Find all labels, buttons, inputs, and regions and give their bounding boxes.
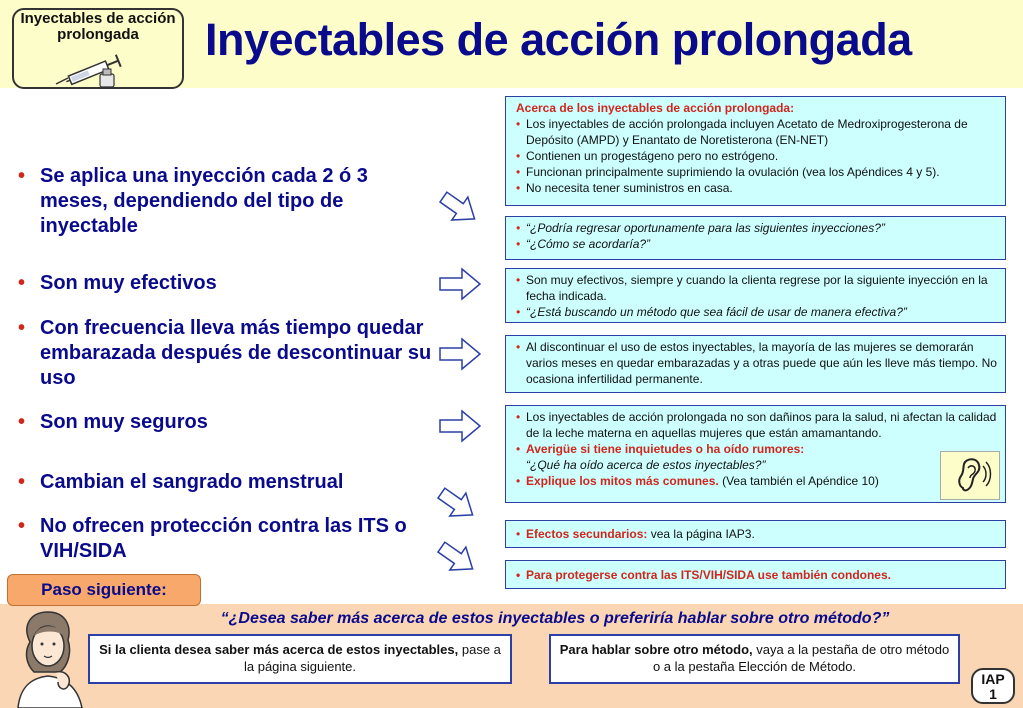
- effectiveness-box: [505, 268, 1006, 323]
- fact-item: • No ofrecen protección contra las ITS o VIH/SIDA: [18, 515, 407, 562]
- learn-more-rest: pase a la página siguiente.: [243, 642, 501, 674]
- fertility-item: • Al discontinuar el uso de estos inyectables, la mayoría de las mujeres se demorarán varios meses en quedar embarazadas y a otras puede que aún les lleve más tiempo. No ocasiona infertilidad permanente.: [514, 339, 997, 387]
- myths-label: Explique los mitos más comunes.: [526, 474, 719, 488]
- about-injectables-box: [505, 96, 1006, 206]
- page-tab-code: IAP: [981, 671, 1005, 687]
- about-item: • Contienen un progestágeno pero no estrógeno.: [514, 148, 997, 164]
- fact-item: • Son muy seguros: [18, 411, 208, 433]
- header-banner: [0, 0, 1023, 88]
- effectiveness-item: • Son muy efectivos, siempre y cuando la clienta regrese por la siguiente inyección en la fecha indicada.: [514, 272, 997, 304]
- fact-text: Cambian el sangrado menstrual: [40, 471, 344, 493]
- next-step-label: Paso siguiente:: [7, 574, 201, 606]
- effectiveness-question: • “¿Está buscando un método que sea fácil de usar de manera efectiva?”: [514, 304, 997, 320]
- about-item: • Los inyectables de acción prolongada incluyen Acetato de Medroxiprogesterona de Depósito (AMPD) y Enantato de Noretisterona (EN-NET): [514, 116, 997, 148]
- other-method-bold: Para hablar sobre otro método,: [559, 642, 753, 657]
- rumors-question: “¿Qué ha oído acerca de estos inyectables?”: [526, 458, 766, 472]
- question-item: • “¿Cómo se acordaría?”: [514, 236, 997, 252]
- arrow-down-right-icon: [436, 188, 482, 228]
- listen-ear-card: [940, 451, 1000, 500]
- fact-item: • Son muy efectivos: [18, 272, 217, 294]
- arrow-right-icon: [438, 408, 482, 444]
- counselor-illustration: [8, 606, 92, 708]
- myths-item: [514, 473, 997, 489]
- arrow-down-right-icon: [434, 538, 480, 578]
- fact-item: • Cambian el sangrado menstrual: [18, 471, 344, 493]
- syringe-icon: [54, 48, 144, 88]
- side-effects-label: Efectos secundarios:: [526, 527, 648, 541]
- ear-icon: [941, 452, 999, 499]
- about-heading: Acerca de los inyectables de acción prolongada:: [516, 101, 795, 115]
- side-effects-item: [514, 526, 997, 542]
- about-item: • No necesita tener suministros en casa.: [514, 180, 997, 196]
- protection-box: [505, 560, 1006, 589]
- fact-text: Son muy seguros: [40, 411, 208, 433]
- myths-ref: (Vea también el Apéndice 10): [722, 474, 879, 488]
- method-logo-card: [12, 8, 184, 89]
- rumors-label: Averigüe si tiene inquietudes o ha oído rumores:: [526, 442, 805, 456]
- page-tab-number: 1: [989, 686, 997, 702]
- side-effects-box: [505, 520, 1006, 548]
- logo-title: Inyectables de acción prolongada: [20, 10, 176, 43]
- fact-text: Son muy efectivos: [40, 272, 217, 294]
- arrow-right-icon: [438, 266, 482, 302]
- vial-icon: [100, 74, 114, 87]
- fact-item: • Se aplica una inyección cada 2 ó 3 meses, dependiendo del tipo de inyectable: [18, 165, 368, 237]
- fact-text: No ofrecen protección contra las ITS o VIH/SIDA: [40, 515, 407, 562]
- rumors-item: [514, 441, 997, 473]
- other-method-rest: vaya a la pestaña de otro método o a la pestaña Elección de Método.: [652, 642, 950, 674]
- safety-item: • Los inyectables de acción prolongada no son dañinos para la salud, ni afectan la calidad de la leche materna en aquellas mujeres que están amamantando.: [514, 409, 997, 441]
- learn-more-option[interactable]: [88, 634, 512, 684]
- arrow-right-icon: [438, 336, 482, 372]
- side-effects-ref: vea la página IAP3.: [650, 527, 755, 541]
- fact-text: Se aplica una inyección cada 2 ó 3 meses, dependiendo del tipo de inyectable: [40, 165, 368, 237]
- fertility-return-box: [505, 335, 1006, 393]
- page-title: Inyectables de acción prolongada: [205, 14, 912, 65]
- return-questions-box: [505, 216, 1006, 260]
- page-tab-iap1[interactable]: [971, 668, 1015, 704]
- safety-box: [505, 405, 1006, 503]
- next-step-question: “¿Desea saber más acerca de estos inyectables o preferiría hablar sobre otro método?”: [220, 610, 890, 627]
- question-item: • “¿Podría regresar oportunamente para las siguientes inyecciones?”: [514, 220, 997, 236]
- protection-item: • Para protegerse contra las ITS/VIH/SIDA use también condones.: [514, 567, 997, 583]
- fact-text: Con frecuencia lleva más tiempo quedar embarazada después de descontinuar su uso: [40, 317, 432, 389]
- learn-more-bold: Si la clienta desea saber más acerca de estos inyectables,: [99, 642, 459, 657]
- fact-item: • Con frecuencia lleva más tiempo quedar embarazada después de descontinuar su uso: [18, 317, 432, 389]
- other-method-option[interactable]: [549, 634, 960, 684]
- arrow-down-right-icon: [434, 484, 480, 524]
- about-item: • Funcionan principalmente suprimiendo la ovulación (vea los Apéndices 4 y 5).: [514, 164, 997, 180]
